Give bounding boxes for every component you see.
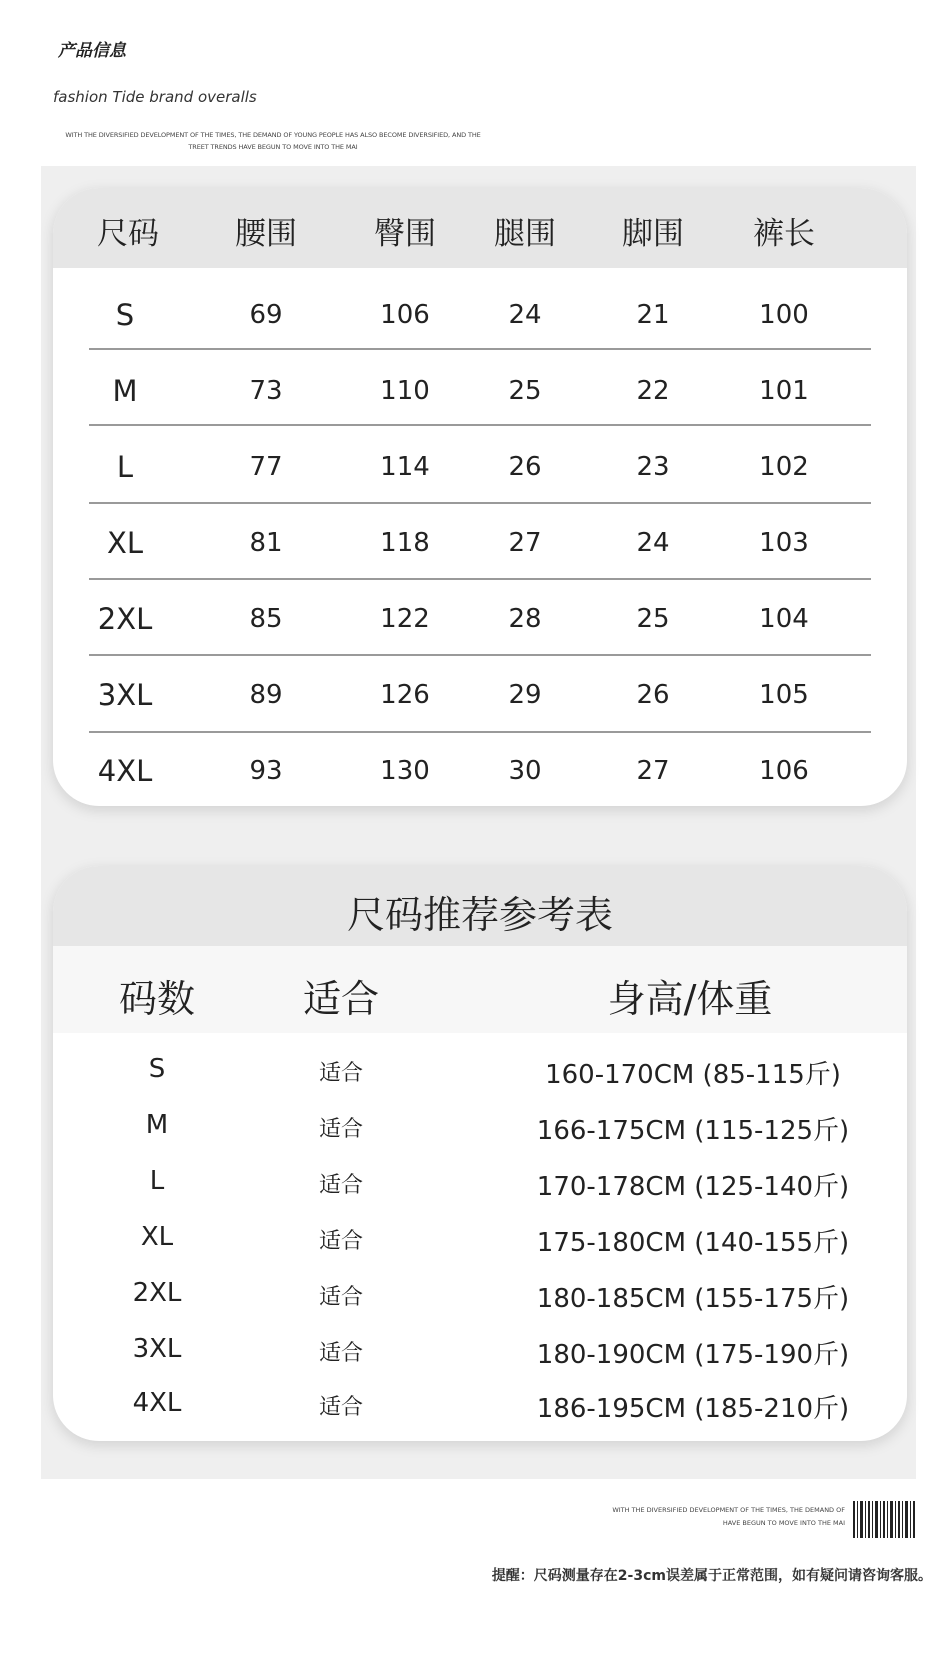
cell-waist: 89 xyxy=(249,680,283,710)
cell-waist: 85 xyxy=(249,604,283,634)
tagline-line-1: WITH THE DIVERSIFIED DEVELOPMENT OF THE TIMES, THE DEMAND OF YOUNG PEOPLE HAS ALSO BECOME DIVERSIFIED, AND THE xyxy=(65,131,481,139)
rec-height-weight: 180-190CM (175-190斤) xyxy=(536,1340,850,1370)
cell-waist: 81 xyxy=(249,528,283,558)
recommendation-title: 尺码推荐参考表 xyxy=(346,893,613,937)
cell-leg-opening: 23 xyxy=(636,452,670,482)
cell-thigh: 25 xyxy=(508,376,542,406)
row-divider xyxy=(89,424,871,426)
section-subtitle: fashion Tide brand overalls xyxy=(53,88,257,106)
cell-hip: 118 xyxy=(380,528,430,558)
cell-length: 103 xyxy=(759,528,809,558)
cell-leg-opening: 26 xyxy=(636,680,670,710)
row-divider xyxy=(89,578,871,580)
rec-size: S xyxy=(148,1054,166,1084)
size-table-header xyxy=(53,188,907,268)
size-recommendation-table xyxy=(53,866,907,1441)
tagline-line-2: TREET TRENDS HAVE BEGUN TO MOVE INTO THE MAI xyxy=(188,143,358,151)
cell-length: 102 xyxy=(759,452,809,482)
measurement-error-note: 提醒：尺码测量存在2-3cm误差属于正常范围，如有疑问请咨询客服。 xyxy=(491,1568,932,1584)
list-item xyxy=(53,1324,907,1380)
cell-leg-opening: 21 xyxy=(636,300,670,330)
table-row xyxy=(53,278,907,354)
recommendation-title-bar xyxy=(53,866,907,946)
row-divider xyxy=(89,654,871,656)
cell-length: 106 xyxy=(759,756,809,786)
header-length: 裤长 xyxy=(753,216,815,252)
cell-hip: 106 xyxy=(380,300,430,330)
header-fit: 适合 xyxy=(302,977,380,1021)
cell-hip: 122 xyxy=(380,604,430,634)
cell-leg-opening: 24 xyxy=(636,528,670,558)
rec-size: 3XL xyxy=(132,1334,182,1364)
header-waist: 腰围 xyxy=(235,216,297,252)
tagline-text xyxy=(53,129,493,153)
table-row xyxy=(53,506,907,582)
rec-fit: 适合 xyxy=(318,1285,364,1310)
footer-tagline-line-2: HAVE BEGUN TO MOVE INTO THE MAI xyxy=(722,1519,845,1527)
cell-hip: 126 xyxy=(380,680,430,710)
row-divider xyxy=(89,731,871,733)
footer-tagline-line-1: WITH THE DIVERSIFIED DEVELOPMENT OF THE TIMES, THE DEMAND OF xyxy=(612,1506,845,1514)
header-thigh: 腿围 xyxy=(494,216,556,252)
section-title: 产品信息 xyxy=(58,41,126,61)
cell-thigh: 27 xyxy=(508,528,542,558)
cell-length: 105 xyxy=(759,680,809,710)
table-row xyxy=(53,582,907,658)
rec-height-weight: 166-175CM (115-125斤) xyxy=(536,1116,850,1146)
rec-height-weight: 186-195CM (185-210斤) xyxy=(536,1394,850,1424)
list-item xyxy=(53,1100,907,1156)
barcode-icon xyxy=(853,1501,917,1538)
cell-leg-opening: 27 xyxy=(636,756,670,786)
recommendation-header xyxy=(53,946,907,1033)
table-row xyxy=(53,430,907,506)
list-item xyxy=(53,1044,907,1100)
cell-thigh: 30 xyxy=(508,756,542,786)
rec-fit: 适合 xyxy=(318,1061,364,1086)
rec-fit: 适合 xyxy=(318,1395,364,1420)
cell-size: 4XL xyxy=(97,754,153,788)
cell-leg-opening: 22 xyxy=(636,376,670,406)
cell-hip: 130 xyxy=(380,756,430,786)
cell-size: S xyxy=(115,298,135,332)
rec-size: XL xyxy=(140,1222,174,1252)
cell-waist: 73 xyxy=(249,376,283,406)
cell-size: 3XL xyxy=(97,678,153,712)
cell-leg-opening: 25 xyxy=(636,604,670,634)
table-row xyxy=(53,658,907,734)
cell-waist: 93 xyxy=(249,756,283,786)
list-item xyxy=(53,1268,907,1324)
header-size-code: 码数 xyxy=(118,977,196,1021)
cell-length: 104 xyxy=(759,604,809,634)
cell-thigh: 24 xyxy=(508,300,542,330)
list-item xyxy=(53,1212,907,1268)
header-size: 尺码 xyxy=(97,216,159,252)
cell-size: M xyxy=(112,374,138,408)
cell-size: 2XL xyxy=(97,602,153,636)
row-divider xyxy=(89,502,871,504)
cell-waist: 77 xyxy=(249,452,283,482)
rec-fit: 适合 xyxy=(318,1173,364,1198)
rec-fit: 适合 xyxy=(318,1229,364,1254)
row-divider xyxy=(89,348,871,350)
rec-fit: 适合 xyxy=(318,1341,364,1366)
rec-size: 4XL xyxy=(132,1388,182,1418)
size-measurement-table xyxy=(53,188,907,806)
cell-thigh: 26 xyxy=(508,452,542,482)
cell-size: XL xyxy=(106,526,144,560)
cell-hip: 110 xyxy=(380,376,430,406)
rec-fit: 适合 xyxy=(318,1117,364,1142)
product-info-header xyxy=(0,0,950,166)
header-height-weight: 身高/体重 xyxy=(607,977,773,1021)
cell-length: 100 xyxy=(759,300,809,330)
rec-height-weight: 160-170CM (85-115斤) xyxy=(545,1060,841,1090)
table-row xyxy=(53,734,907,806)
list-item xyxy=(53,1156,907,1212)
cell-hip: 114 xyxy=(380,452,430,482)
rec-size: M xyxy=(145,1110,169,1140)
table-row xyxy=(53,354,907,430)
rec-size: 2XL xyxy=(132,1278,182,1308)
cell-thigh: 29 xyxy=(508,680,542,710)
rec-height-weight: 170-178CM (125-140斤) xyxy=(536,1172,850,1202)
cell-length: 101 xyxy=(759,376,809,406)
cell-thigh: 28 xyxy=(508,604,542,634)
rec-height-weight: 180-185CM (155-175斤) xyxy=(536,1284,850,1314)
header-hip: 臀围 xyxy=(374,216,436,252)
cell-waist: 69 xyxy=(249,300,283,330)
header-leg-opening: 脚围 xyxy=(622,216,684,252)
rec-size: L xyxy=(149,1166,165,1196)
footer-tagline xyxy=(590,1504,845,1530)
rec-height-weight: 175-180CM (140-155斤) xyxy=(536,1228,850,1258)
list-item xyxy=(53,1378,907,1434)
cell-size: L xyxy=(116,450,134,484)
